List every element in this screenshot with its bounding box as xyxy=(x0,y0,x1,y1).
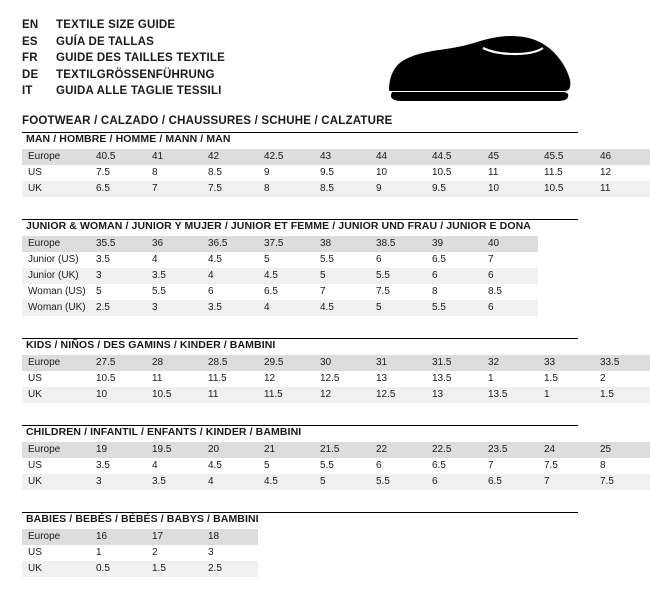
size-cell: 1 xyxy=(488,373,494,384)
size-cell: 19 xyxy=(90,442,146,458)
language-row xyxy=(22,51,225,68)
size-cell: 7.5 xyxy=(96,167,110,178)
size-row xyxy=(22,181,650,197)
size-cell: 5.5 xyxy=(370,268,426,284)
size-cell: 38.5 xyxy=(370,236,426,252)
size-cell: 42.5 xyxy=(258,149,314,165)
size-cell: 5 xyxy=(370,300,426,316)
size-cell: 9.5 xyxy=(320,167,334,178)
language-code: EN xyxy=(22,19,39,31)
size-table-body xyxy=(22,236,538,316)
size-cell: 10 xyxy=(376,167,388,178)
size-cell: 45 xyxy=(482,149,538,165)
size-cell: 18 xyxy=(202,529,258,545)
size-cell: 8 xyxy=(600,460,606,471)
size-row xyxy=(22,387,650,403)
size-row-label: UK xyxy=(22,181,90,197)
size-cell: 4.5 xyxy=(208,460,222,471)
size-cell: 22.5 xyxy=(426,442,482,458)
size-cell: 44 xyxy=(370,149,426,165)
size-row-label: US xyxy=(28,167,42,178)
size-cell: 41 xyxy=(146,149,202,165)
language-row xyxy=(22,68,225,85)
size-cell: 11 xyxy=(594,181,650,197)
size-cell: 3.5 xyxy=(202,300,258,316)
size-cell: 12 xyxy=(314,387,370,403)
size-table-body xyxy=(22,355,650,403)
size-groups xyxy=(22,132,620,577)
size-cell: 3.5 xyxy=(96,254,110,265)
size-cell: 11 xyxy=(152,373,163,384)
size-table xyxy=(22,149,650,197)
size-cell: 3 xyxy=(90,474,146,490)
size-cell: 31.5 xyxy=(426,355,482,371)
size-cell: 10.5 xyxy=(96,373,116,384)
size-cell: 23.5 xyxy=(482,442,538,458)
size-cell: 16 xyxy=(90,529,146,545)
size-row-label: Europe xyxy=(22,236,90,252)
language-code: DE xyxy=(22,68,39,81)
size-cell: 6 xyxy=(376,460,382,471)
size-cell: 6.5 xyxy=(432,254,446,265)
size-cell: 7.5 xyxy=(202,181,258,197)
size-cell: 4.5 xyxy=(208,254,222,265)
size-cell: 7 xyxy=(488,254,494,265)
size-cell: 2 xyxy=(600,373,606,384)
size-cell: 7.5 xyxy=(376,286,390,297)
language-title: GUIDA ALLE TAGLIE TESSILI xyxy=(56,85,222,97)
size-cell: 11 xyxy=(488,167,499,178)
size-row xyxy=(22,149,650,165)
size-row-label: US xyxy=(28,547,42,558)
size-cell: 44.5 xyxy=(426,149,482,165)
language-code: IT xyxy=(22,85,33,97)
size-cell: 4 xyxy=(202,268,258,284)
group-title: MAN / HOMBRE / HOMME / MANN / MAN xyxy=(26,133,231,145)
size-table xyxy=(22,529,258,577)
size-table xyxy=(22,355,650,403)
size-cell: 11.5 xyxy=(258,387,314,403)
size-cell: 3 xyxy=(208,547,214,558)
size-cell: 11 xyxy=(202,387,258,403)
size-row-label: Woman (US) xyxy=(28,286,86,297)
size-row xyxy=(22,561,258,577)
language-title: GUIDE DES TAILLES TEXTILE xyxy=(56,52,225,64)
size-cell: 7.5 xyxy=(594,474,650,490)
language-title: GUÍA DE TALLAS xyxy=(56,35,154,48)
size-cell: 5.5 xyxy=(370,474,426,490)
size-row xyxy=(22,529,258,545)
size-cell: 22 xyxy=(370,442,426,458)
size-cell: 8 xyxy=(258,181,314,197)
size-group xyxy=(22,219,578,316)
size-table xyxy=(22,442,650,490)
size-cell: 9 xyxy=(370,181,426,197)
size-cell: 28 xyxy=(146,355,202,371)
size-row-label: US xyxy=(28,460,42,471)
category-title: FOOTWEAR / CALZADO / CHAUSSURES / SCHUHE / CALZATURE xyxy=(22,114,393,127)
language-title: TEXTILE SIZE GUIDE xyxy=(56,19,176,31)
size-row xyxy=(22,545,258,561)
size-cell: 35.5 xyxy=(90,236,146,252)
size-row xyxy=(22,252,538,268)
size-cell: 4.5 xyxy=(258,474,314,490)
size-cell: 1 xyxy=(96,547,102,558)
size-cell: 25 xyxy=(594,442,650,458)
size-cell: 1.5 xyxy=(146,561,202,577)
size-cell: 40 xyxy=(482,236,538,252)
size-cell: 6.5 xyxy=(264,286,278,297)
dress-shoe-icon xyxy=(387,34,572,104)
size-row-label: UK xyxy=(22,387,90,403)
header xyxy=(22,18,578,127)
size-cell: 12 xyxy=(264,373,276,384)
size-cell: 3.5 xyxy=(146,474,202,490)
size-cell: 20 xyxy=(202,442,258,458)
size-row xyxy=(22,474,650,490)
size-cell: 29.5 xyxy=(258,355,314,371)
size-cell: 6 xyxy=(482,268,538,284)
size-row xyxy=(22,300,538,316)
size-cell: 6 xyxy=(426,474,482,490)
size-cell: 10 xyxy=(482,181,538,197)
size-cell: 19.5 xyxy=(146,442,202,458)
size-cell: 8 xyxy=(152,167,158,178)
size-cell: 8.5 xyxy=(314,181,370,197)
size-row-label: UK xyxy=(22,474,90,490)
size-cell: 5.5 xyxy=(320,460,334,471)
size-cell: 7 xyxy=(538,474,594,490)
size-cell: 6 xyxy=(482,300,538,316)
size-cell: 36.5 xyxy=(202,236,258,252)
size-cell: 10.5 xyxy=(146,387,202,403)
size-cell: 11.5 xyxy=(544,167,563,178)
size-cell: 5.5 xyxy=(426,300,482,316)
size-cell: 6.5 xyxy=(432,460,446,471)
size-cell: 3 xyxy=(90,268,146,284)
size-row-label: Europe xyxy=(22,529,90,545)
size-cell: 27.5 xyxy=(90,355,146,371)
size-cell: 6 xyxy=(208,286,214,297)
size-cell: 36 xyxy=(146,236,202,252)
size-cell: 5 xyxy=(314,474,370,490)
size-cell: 5 xyxy=(264,460,270,471)
size-cell: 6 xyxy=(426,268,482,284)
size-row-label: Europe xyxy=(22,149,90,165)
language-code: FR xyxy=(22,52,38,64)
group-title: CHILDREN / INFANTIL / ENFANTS / KINDER / BAMBINI xyxy=(26,426,302,438)
size-row xyxy=(22,268,538,284)
size-row-label: Woman (UK) xyxy=(22,300,90,316)
size-cell: 1.5 xyxy=(544,373,558,384)
size-cell: 12 xyxy=(600,167,612,178)
size-cell: 10 xyxy=(90,387,146,403)
size-cell: 28.5 xyxy=(202,355,258,371)
size-cell: 5.5 xyxy=(320,254,334,265)
group-title: BABIES / BEBÉS / BÉBÉS / BABYS / BAMBINI xyxy=(26,513,259,525)
size-cell: 9 xyxy=(264,167,270,178)
language-title-list xyxy=(22,18,225,101)
size-cell: 3.5 xyxy=(146,268,202,284)
size-cell: 6.5 xyxy=(482,474,538,490)
size-cell: 3 xyxy=(146,300,202,316)
size-cell: 7 xyxy=(488,460,494,471)
size-group xyxy=(22,425,614,490)
size-cell: 33 xyxy=(538,355,594,371)
size-cell: 4.5 xyxy=(258,268,314,284)
group-title: KIDS / NIÑOS / DES GAMINS / KINDER / BAMBINI xyxy=(26,339,276,351)
size-cell: 42 xyxy=(202,149,258,165)
size-row-label: US xyxy=(28,373,42,384)
size-table-body xyxy=(22,149,650,197)
size-cell: 9.5 xyxy=(426,181,482,197)
size-cell: 43 xyxy=(314,149,370,165)
size-cell: 4.5 xyxy=(314,300,370,316)
group-title: JUNIOR & WOMAN / JUNIOR Y MUJER / JUNIOR ET FEMME / JUNIOR UND FRAU / JUNIOR E DONA xyxy=(26,220,531,232)
size-cell: 46 xyxy=(594,149,650,165)
size-row xyxy=(22,371,650,387)
size-cell: 4 xyxy=(152,254,158,265)
size-cell: 1 xyxy=(538,387,594,403)
size-row xyxy=(22,442,650,458)
size-row-label: UK xyxy=(22,561,90,577)
size-cell: 8.5 xyxy=(488,286,502,297)
size-cell: 32 xyxy=(482,355,538,371)
size-cell: 7 xyxy=(320,286,326,297)
language-code: ES xyxy=(22,35,38,48)
size-row xyxy=(22,458,650,474)
size-row-label: Junior (US) xyxy=(28,254,79,265)
size-cell: 8 xyxy=(432,286,438,297)
language-row xyxy=(22,18,225,35)
size-cell: 5 xyxy=(264,254,270,265)
size-cell: 13 xyxy=(376,373,388,384)
language-row xyxy=(22,35,225,52)
size-cell: 2.5 xyxy=(90,300,146,316)
language-title-body xyxy=(22,18,225,101)
size-cell: 38 xyxy=(314,236,370,252)
size-cell: 40.5 xyxy=(90,149,146,165)
size-cell: 11.5 xyxy=(208,373,227,384)
size-cell: 13.5 xyxy=(482,387,538,403)
size-row xyxy=(22,355,650,371)
size-cell: 5 xyxy=(96,286,102,297)
size-cell: 39 xyxy=(426,236,482,252)
size-cell: 2.5 xyxy=(202,561,258,577)
size-cell: 5.5 xyxy=(152,286,166,297)
size-row xyxy=(22,284,538,300)
size-cell: 4 xyxy=(202,474,258,490)
size-row xyxy=(22,236,538,252)
size-cell: 10.5 xyxy=(538,181,594,197)
size-cell: 45.5 xyxy=(538,149,594,165)
size-cell: 5 xyxy=(314,268,370,284)
size-cell: 37.5 xyxy=(258,236,314,252)
size-cell: 6.5 xyxy=(90,181,146,197)
size-row-label: Junior (UK) xyxy=(22,268,90,284)
size-cell: 6 xyxy=(376,254,382,265)
size-cell: 7.5 xyxy=(544,460,558,471)
size-row xyxy=(22,165,650,181)
size-cell: 13.5 xyxy=(432,373,452,384)
size-cell: 4 xyxy=(258,300,314,316)
language-title: TEXTILGRÖSSENFÜHRUNG xyxy=(56,68,215,81)
size-group xyxy=(22,338,620,403)
size-cell: 8.5 xyxy=(208,167,222,178)
size-cell: 10.5 xyxy=(432,167,452,178)
size-cell: 33.5 xyxy=(594,355,650,371)
size-cell: 21.5 xyxy=(314,442,370,458)
size-cell: 31 xyxy=(370,355,426,371)
size-row-label: Europe xyxy=(22,442,90,458)
size-cell: 30 xyxy=(314,355,370,371)
size-table-body xyxy=(22,442,650,490)
size-cell: 2 xyxy=(152,547,158,558)
size-table-body xyxy=(22,529,258,577)
size-cell: 17 xyxy=(146,529,202,545)
size-row-label: Europe xyxy=(22,355,90,371)
size-cell: 24 xyxy=(538,442,594,458)
size-cell: 12.5 xyxy=(320,373,340,384)
size-cell: 7 xyxy=(146,181,202,197)
size-group xyxy=(22,512,578,577)
size-cell: 1.5 xyxy=(594,387,650,403)
size-cell: 4 xyxy=(152,460,158,471)
size-cell: 12.5 xyxy=(370,387,426,403)
size-cell: 3.5 xyxy=(96,460,110,471)
size-cell: 21 xyxy=(258,442,314,458)
size-cell: 13 xyxy=(426,387,482,403)
size-cell: 0.5 xyxy=(90,561,146,577)
language-row xyxy=(22,84,225,101)
size-table xyxy=(22,236,538,316)
size-group xyxy=(22,132,612,197)
